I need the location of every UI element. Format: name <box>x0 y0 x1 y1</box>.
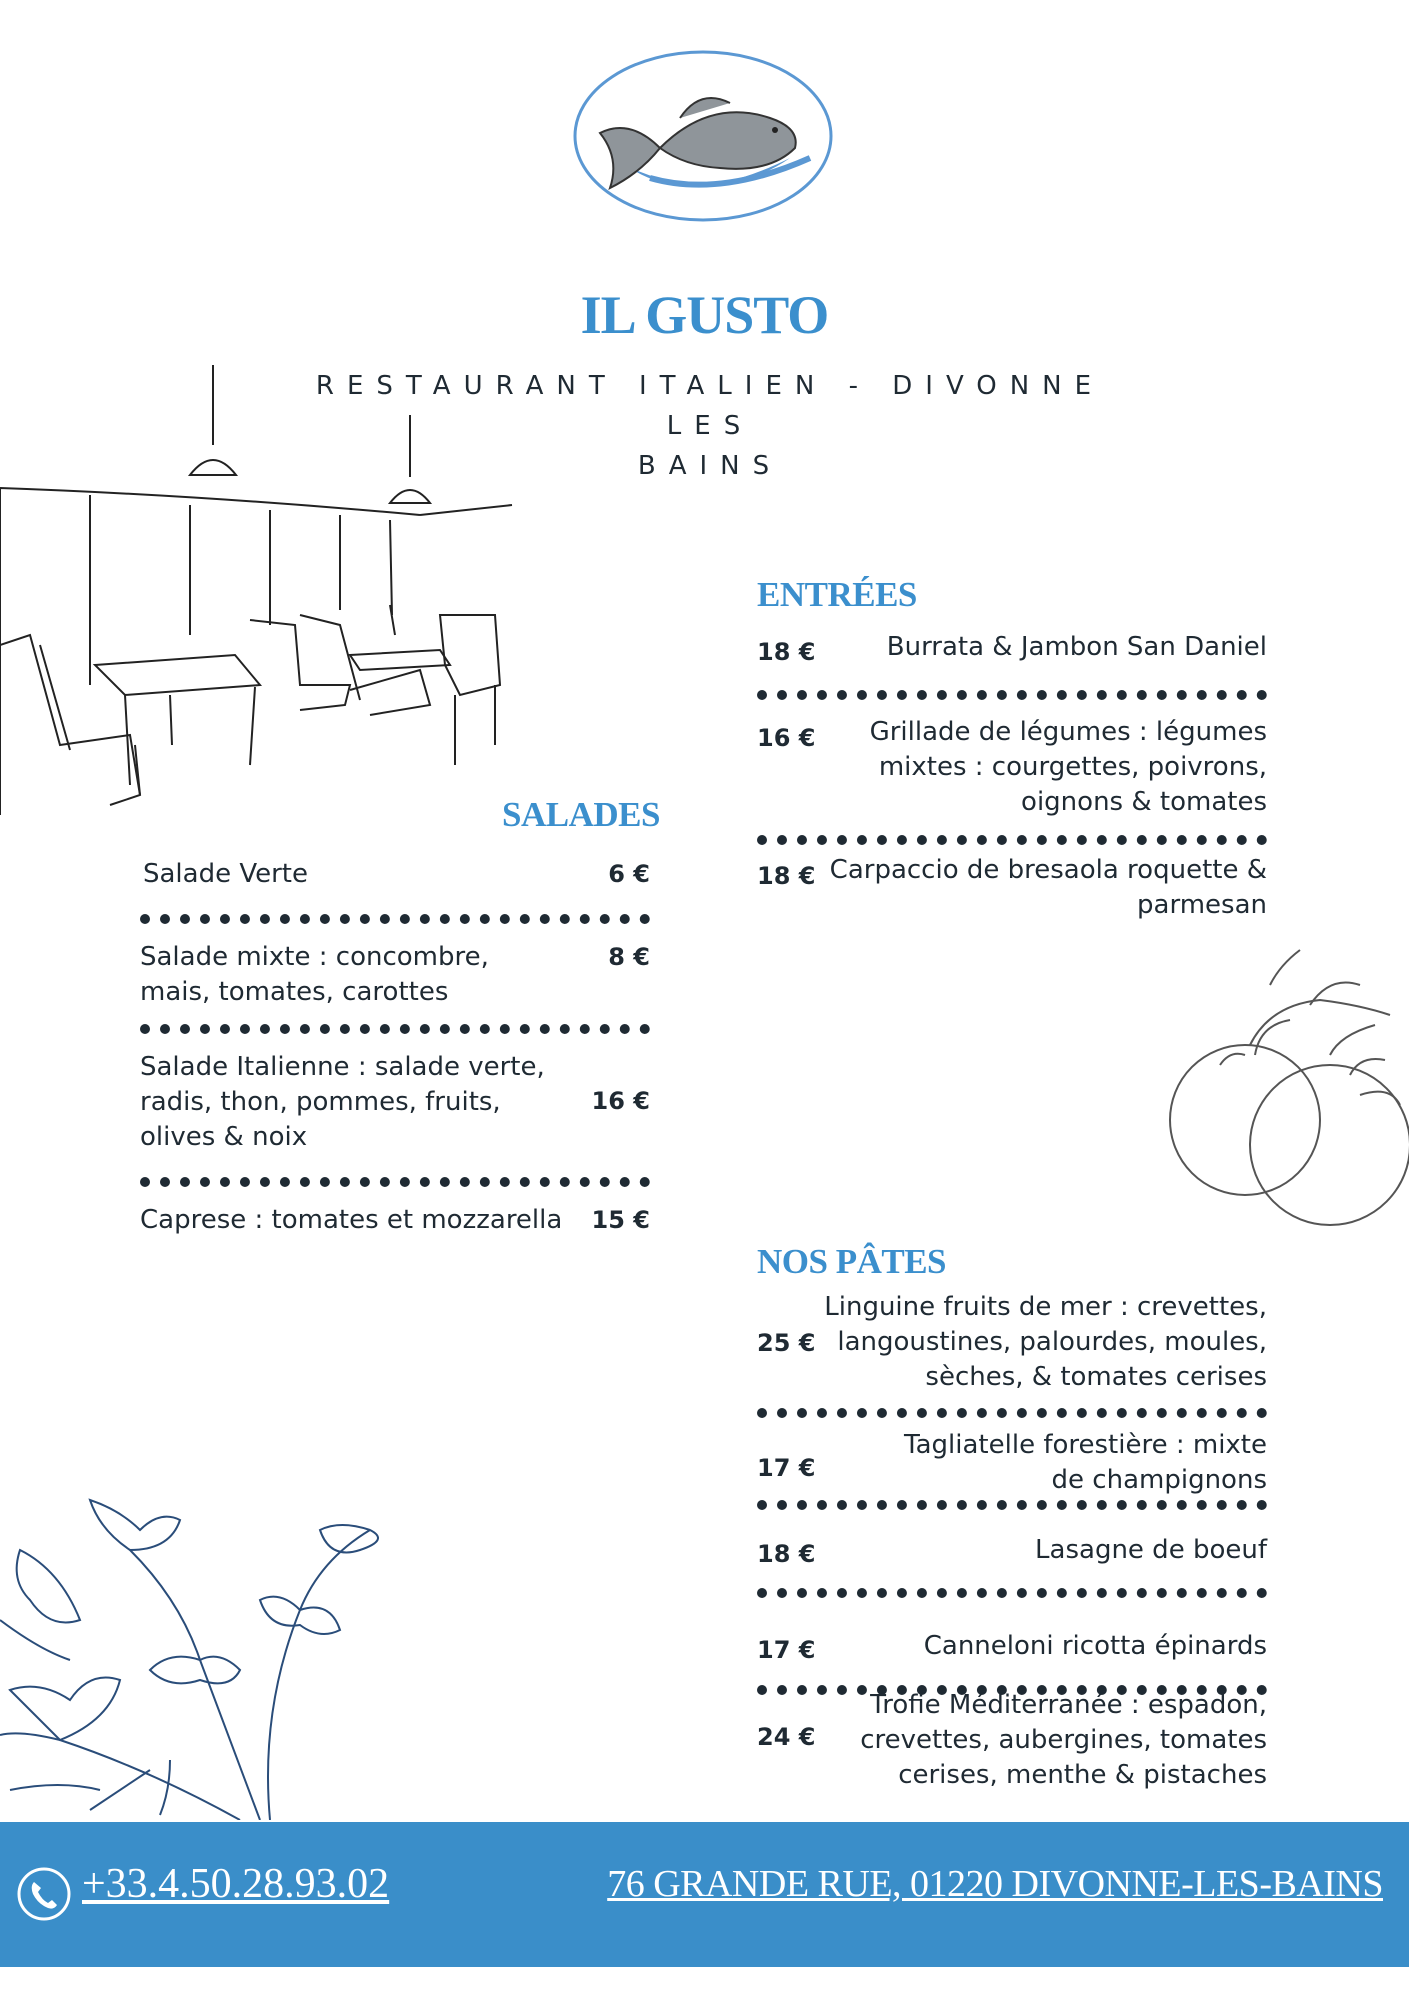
herbs-illustration <box>0 1490 400 1820</box>
carpaccio-line-1: Carpaccio de bresaola roquette & <box>829 855 1267 885</box>
entrees-section-title: ENTRÉES <box>757 575 917 614</box>
salade-verte-name: Salade Verte <box>143 859 309 889</box>
burrata-name: Burrata & Jambon San Daniel <box>886 632 1267 662</box>
divider <box>757 1408 1267 1418</box>
trofie-name <box>860 1688 1267 1793</box>
linguine-line-3: sèches, & tomates cerises <box>925 1362 1267 1392</box>
tagliatelle-line-1: Tagliatelle forestière : mixte <box>904 1430 1267 1460</box>
fish-logo-icon <box>570 48 836 224</box>
restaurant-interior-illustration <box>0 365 520 815</box>
canneloni-price: 17 € <box>757 1636 816 1664</box>
carpaccio-price: 18 € <box>757 862 816 890</box>
salade-mixte-price: 8 € <box>608 943 650 971</box>
salade-mixte-line-2: mais, tomates, carottes <box>140 977 449 1007</box>
carpaccio-name <box>830 853 1267 923</box>
linguine-name <box>824 1290 1267 1395</box>
salade-italienne-line-1: Salade Italienne : salade verte, <box>140 1052 545 1082</box>
salade-italienne-line-3: olives & noix <box>140 1122 308 1152</box>
salade-verte-price: 6 € <box>608 860 650 888</box>
caprese-name: Caprese : tomates et mozzarella <box>140 1205 563 1235</box>
divider <box>757 835 1267 845</box>
tagliatelle-price: 17 € <box>757 1454 816 1482</box>
linguine-price: 25 € <box>757 1329 816 1357</box>
divider <box>757 1588 1267 1598</box>
lasagne-price: 18 € <box>757 1540 816 1568</box>
trofie-price: 24 € <box>757 1723 816 1751</box>
lasagne-name: Lasagne de boeuf <box>1035 1535 1267 1565</box>
salade-mixte-name <box>140 940 489 1010</box>
address-link[interactable]: 76 GRANDE RUE, 01220 DIVONNE-LES-BAINS <box>607 1863 1383 1905</box>
subtitle-line-2: BAINS <box>637 451 783 481</box>
pates-section-title: NOS PÂTES <box>757 1242 947 1281</box>
phone-icon <box>16 1866 72 1922</box>
grillade-price: 16 € <box>757 724 816 752</box>
burrata-price: 18 € <box>757 638 816 666</box>
salade-italienne-name <box>140 1050 545 1155</box>
phone-link[interactable]: +33.4.50.28.93.02 <box>82 1861 390 1907</box>
linguine-line-2: langoustines, palourdes, moules, <box>837 1327 1267 1357</box>
restaurant-name: IL GUSTO <box>580 285 829 345</box>
grillade-line-1: Grillade de légumes : légumes <box>869 717 1267 747</box>
divider <box>140 914 650 924</box>
caprese-price: 15 € <box>591 1206 650 1234</box>
salade-italienne-price: 16 € <box>591 1087 650 1115</box>
salades-section-title: SALADES <box>502 795 660 834</box>
tagliatelle-line-2: de champignons <box>1051 1465 1267 1495</box>
tagliatelle-name <box>904 1428 1267 1498</box>
grillade-name <box>870 715 1267 820</box>
salade-italienne-line-2: radis, thon, pommes, fruits, <box>140 1087 501 1117</box>
salade-mixte-line-1: Salade mixte : concombre, <box>140 942 489 972</box>
canneloni-name: Canneloni ricotta épinards <box>923 1631 1267 1661</box>
tomatoes-illustration <box>1160 945 1409 1235</box>
subtitle-line-1: RESTAURANT ITALIEN - DIVONNE LES <box>315 371 1105 441</box>
grillade-line-3: oignons & tomates <box>1021 787 1267 817</box>
grillade-line-2: mixtes : courgettes, poivrons, <box>878 752 1267 782</box>
trofie-line-2: crevettes, aubergines, tomates <box>860 1725 1267 1755</box>
divider <box>140 1024 650 1034</box>
linguine-line-1: Linguine fruits de mer : crevettes, <box>824 1292 1267 1322</box>
trofie-line-3: cerises, menthe & pistaches <box>898 1760 1267 1790</box>
trofie-line-1: Trofie Méditerranée : espadon, <box>870 1690 1267 1720</box>
divider <box>757 690 1267 700</box>
divider <box>140 1177 650 1187</box>
divider <box>757 1500 1267 1510</box>
carpaccio-line-2: parmesan <box>1137 890 1267 920</box>
